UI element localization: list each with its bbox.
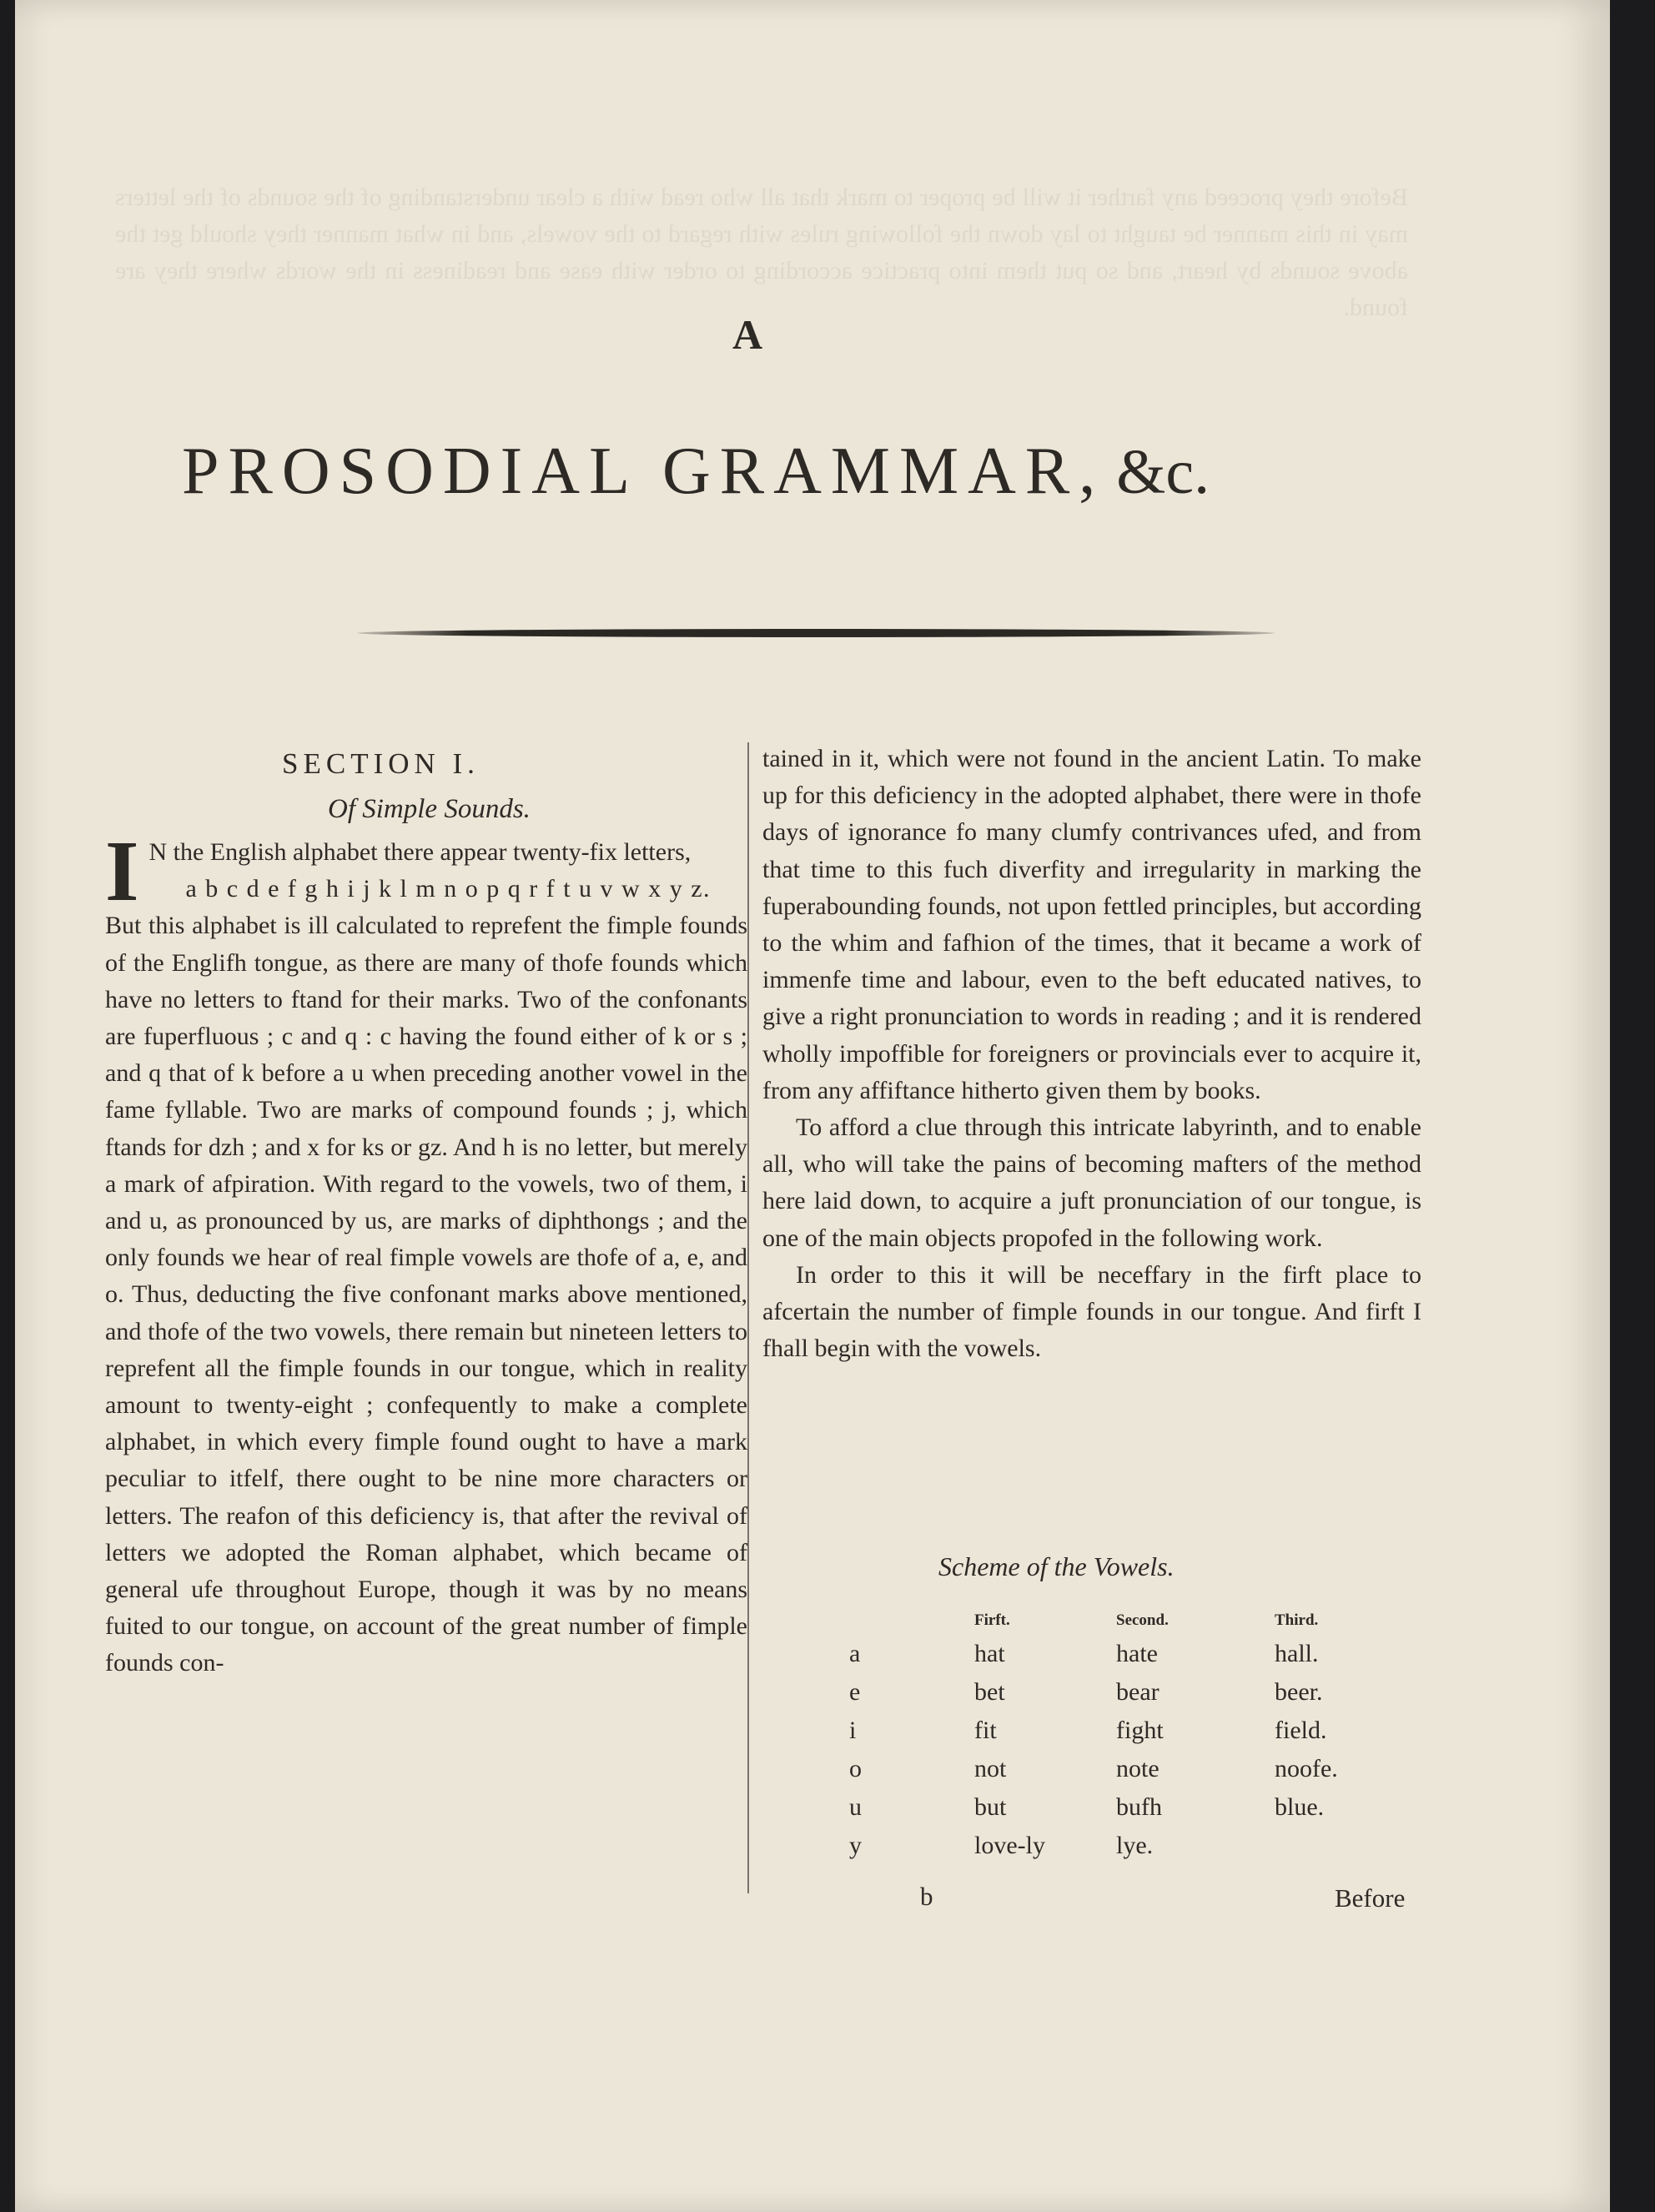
table-header: Third.: [1275, 1611, 1319, 1629]
table-cell: hat: [974, 1640, 1005, 1667]
ornamental-rule: [357, 629, 1275, 637]
table-row: [849, 1788, 1375, 1827]
right-paragraph-1: tained in it, which were not found in the ancient Latin. To make up for this deficiency in the adopted alphabet, there were in thofe days of ignorance fo many clumfy contrivances ufed, and from that time to this fuch diverfity and irregularity in marking the fuperabounding founds, not upon fettled principles, but according to the whim and fafhion of the times, that it became a work of immenfe time and labour, even to the beft educated natives, to give a right pronunciation to words in reading ; and it is rendered wholly impoffible for foreigners or provincials ever to acquire it, from any affiftance hitherto given them by books.: [762, 745, 1421, 1104]
table-row: [849, 1673, 1375, 1712]
section-heading: SECTION I.: [282, 747, 480, 780]
title-main: PROSODIAL GRAMMAR,: [182, 435, 1105, 508]
opening-text: N the English alphabet there appear twenty-fix letters,: [148, 838, 692, 866]
table-cell: fit: [974, 1717, 997, 1744]
signature-mark: b: [920, 1882, 933, 1911]
table-cell: bufh: [1116, 1793, 1162, 1821]
catchword: Before: [1335, 1883, 1406, 1913]
table-cell: o: [849, 1755, 862, 1782]
scheme-title: Scheme of the Vowels.: [938, 1551, 1175, 1581]
table-cell: bet: [974, 1678, 1005, 1706]
table-cell: but: [974, 1793, 1007, 1821]
table-cell: note: [1116, 1755, 1160, 1782]
heading-lead: A: [732, 311, 763, 358]
vowel-scheme-table: [849, 1611, 1375, 1865]
table-cell: lye.: [1116, 1832, 1154, 1859]
title-suffix: &c.: [1116, 437, 1210, 507]
table-cell: field.: [1275, 1717, 1327, 1744]
table-cell: [1275, 1827, 1375, 1865]
table-cell: not: [974, 1755, 1007, 1782]
table-cell: y: [849, 1832, 862, 1859]
table-header: Second.: [1116, 1611, 1169, 1629]
table-row: [849, 1827, 1375, 1865]
table-row: [849, 1712, 1375, 1750]
table-header-row: [849, 1611, 1375, 1635]
table-cell: blue.: [1275, 1793, 1325, 1821]
right-paragraph-2: To afford a clue through this intricate labyrinth, and to enable all, who will take the pains of becoming mafters of the method here laid down, to acquire a juft pronunciation of our tongue, is one of the main objects propofed in the following work.: [762, 1114, 1421, 1252]
right-paragraph-3: In order to this it will be neceffary in the firft place to afcertain the number of fimple founds in our tongue. And firft I fhall begin with the vowels.: [762, 1260, 1421, 1363]
table-row: [849, 1750, 1375, 1788]
book-page: [15, 0, 1610, 2212]
drop-cap: I: [105, 823, 139, 919]
left-column: [105, 823, 747, 1682]
table-cell: hate: [1116, 1640, 1158, 1667]
table-cell: noofe.: [1275, 1755, 1338, 1782]
column-divider: [747, 742, 749, 1893]
left-paragraph: But this alphabet is ill calculated to reprefent the fimple founds of the Englifh tongue, as there are many of thofe founds which have no letters to ftand for their marks. Two of the confonants are fuperfluous ; c and q : c having the found either of k or s ; and q that of k before a u when preceding another vowel in the fame fyllable. Two are marks of compound founds ; j, which ftands for dzh ; and x for ks or gz. And h is no letter, but merely a mark of afpiration. With regard to the vowels, two of them, i and u, as pronounced by us, are marks of diphthongs ; and the only founds we hear of real fimple vowels are thofe of a, e, and o. Thus, deducting the five confonant marks above mentioned, and thofe of the two vowels, there remain but nineteen letters to reprefent all the fimple founds in our tongue, which in reality amount to twenty-eight ; confequently to make a complete alphabet, in which every fimple found ought to have a mark peculiar to itfelf, there ought to be nine more characters or letters. The reafon of this deficiency is, that after the revival of letters we adopted the Roman alphabet, which became of general ufe throughout Europe, though it was by no means fuited to our tongue, on account of the great number of fimple founds con-: [105, 912, 747, 1677]
table-cell: e: [849, 1678, 861, 1706]
table-cell: hall.: [1275, 1640, 1319, 1667]
table-header: Firft.: [974, 1611, 1010, 1629]
table-cell: u: [849, 1793, 862, 1821]
table-cell: i: [849, 1717, 857, 1744]
table-cell: a: [849, 1640, 861, 1667]
table-cell: love-ly: [974, 1832, 1045, 1859]
alphabet-line: a b c d e f g h i j k l m n o p q r f t u v w x y z.: [185, 875, 712, 903]
section-subheading: Of Simple Sounds.: [328, 794, 531, 824]
right-column: [762, 741, 1421, 1367]
table-cell: bear: [1116, 1678, 1160, 1706]
table-row: [849, 1635, 1375, 1673]
table-header: [849, 1611, 974, 1635]
page-title: [182, 434, 1210, 510]
table-cell: fight: [1116, 1717, 1164, 1744]
bleed-through-text: Before they proceed any farther it will be proper to mark that all who read with a clear understanding of the sounds of the letters may in this manner be taught to lay down the following rules with regard to the vowels, and in what manner they should get the above sounds by heart, and so put them into practice according to order with ease and readiness in the words where they are found.: [115, 183, 1408, 321]
table-cell: beer.: [1275, 1678, 1323, 1706]
